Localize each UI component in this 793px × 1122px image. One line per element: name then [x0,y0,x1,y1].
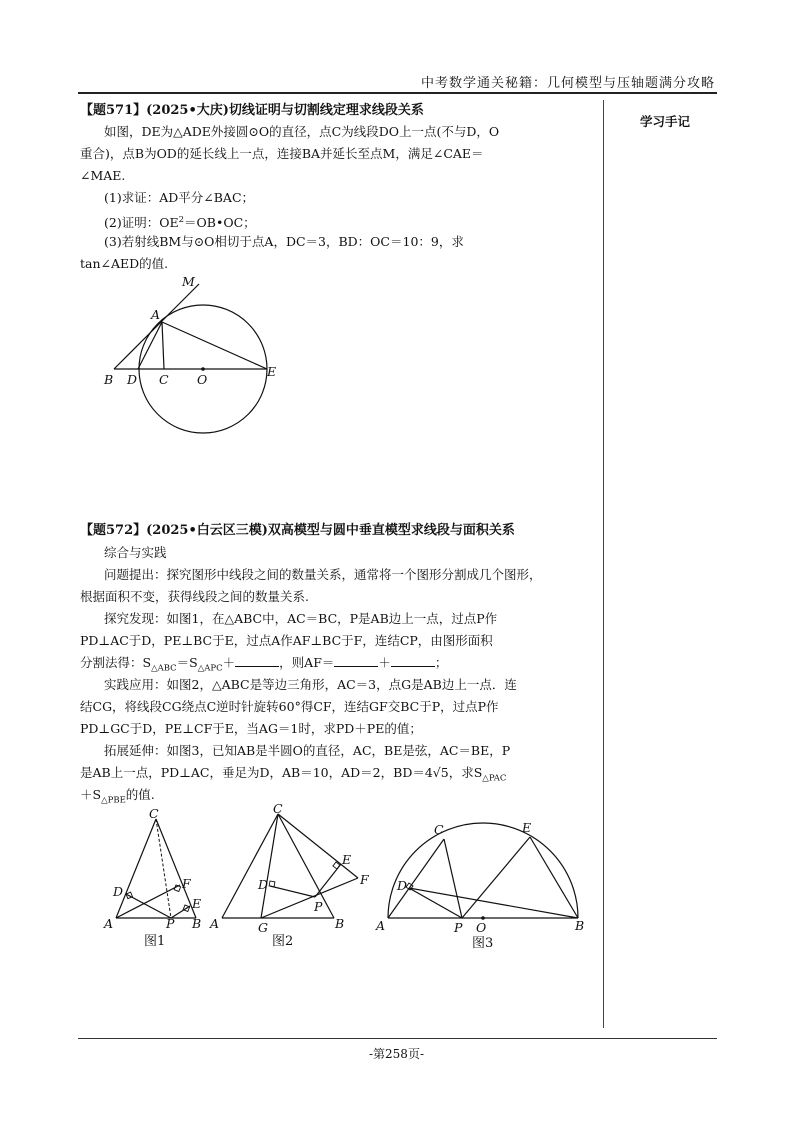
problem-572-line-9: PD⊥GC于D，PE⊥CF于E，当AG＝1时，求PD＋PE的值； [80,721,422,736]
fig3-label-c: C [434,822,444,837]
fig1-label-e: E [192,896,202,911]
problem-572-line-5: PD⊥AC于D，PE⊥BC于E，过点A作AF⊥BC于F，连结CP，由图形面积 [80,633,493,648]
label-e: E [267,364,277,379]
problem-571-figure [96,272,296,442]
label-o: O [197,372,208,387]
problem-572-line-10: 拓展延伸：如图3，已知AB是半圆O的直径，AC，BE是弦，AC＝BE，P [104,743,511,758]
problem-571-intro-2: 重合)，点B为OD的延长线上一点，连接BA并延长至点M，满足∠CAE＝ [80,146,484,161]
fig1-label-d: D [113,884,124,899]
problem-572-line-11: 是AB上一点，PD⊥AC，垂足为D，AB＝10，AD＝2，BD＝4√5，求$S_{\triangle PAC}$ [80,765,507,784]
page-number: -第258页- [368,1047,424,1061]
problem-572-line-4: 探究发现：如图1，在△ABC中，AC＝BC，P是AB边上一点，过点P作 [104,611,498,626]
problem-572-line-6: 分割法得：$S_{\triangle ABC}=S_{\triangle APC}+$ ，则AF＝ ＋ ； [80,655,448,674]
problem-572-line-8: 结CG，将线段CG绕点C逆时针旋转60°得CF，连结GF交BC于P，过点P作 [80,699,499,714]
problem-571-intro-1: 如图，DE为△ADE外接圆⊙O的直径，点C为线段DO上一点(不与D，O [104,124,500,139]
problem-571-question-2: (2)证明：$OE^2=OB•OC$； [104,215,256,231]
problem-571-question-3-cont: tan∠AED的值. [80,256,169,271]
figure-3 [374,808,594,958]
fig2-label-f: F [360,872,369,887]
fig1-label-f: F [182,876,191,891]
fig2-caption: 图2 [272,934,294,949]
problem-572-line-1: 综合与实践 [104,545,167,560]
label-c: C [159,372,169,387]
problem-572-line-2: 问题提出：探究图形中线段之间的数量关系，通常将一个图形分割成几个图形， [104,567,542,582]
problem-571-title: 【题571】(2025•大庆)切线证明与切割线定理求线段关系 [80,103,424,118]
fig2-label-b: B [335,916,345,931]
ray-bm [114,284,199,369]
fig1-label-c: C [149,806,159,821]
sidebar-title: 学习手记 [640,114,691,129]
answer-blank-3[interactable] [391,655,435,667]
segment-ac [162,322,164,369]
fig1-caption: 图1 [144,934,166,949]
fig1-label-a: A [104,916,114,931]
fig2-label-e: E [342,852,352,867]
fig3-label-a: A [376,918,386,933]
fig2-label-p: P [314,899,323,914]
problem-572-title: 【题572】(2025•白云区三模)双高模型与圆中垂直模型求线段与面积关系 [80,523,515,538]
problem-572-line-7: 实践应用：如图2，△ABC是等边三角形，AC＝3，点G是AB边上一点．连 [104,677,517,692]
fig3-label-d: D [397,878,408,893]
header-title: 中考数学通关秘籍：几何模型与压轴题满分攻略 [420,76,715,91]
segment-ad [138,322,162,369]
fig2-label-c: C [273,802,283,816]
segment-ae [162,322,267,369]
problem-572-line-12: $+S_{\triangle PBE}$的值. [80,787,155,806]
fig2-label-d: D [258,877,269,892]
fig3-label-e: E [522,820,532,835]
answer-blank-1[interactable] [235,655,279,667]
label-d: D [127,372,138,387]
figure-2 [208,802,378,962]
problem-571-intro-3: ∠MAE. [80,168,126,183]
footer-divider [78,1038,717,1039]
fig1-label-p: P [166,916,175,931]
fig3-label-p: P [454,920,463,935]
label-m: M [182,274,195,289]
problem-572-line-3: 根据面积不变，获得线段之间的数量关系. [80,589,309,604]
label-a: A [151,307,161,322]
figure-1 [96,806,216,956]
fig3-caption: 图3 [472,936,494,951]
center-o-dot [201,367,205,371]
fig1-label-b: B [192,916,202,931]
fig3-label-b: B [575,918,585,933]
fig2-label-a: A [210,916,220,931]
fig3-label-o: O [476,920,487,935]
header-divider [78,92,717,94]
problem-571-question-3: (3)若射线BM与⊙O相切于点A，DC＝3，BD：OC＝10：9，求 [104,234,464,249]
answer-blank-2[interactable] [334,655,378,667]
fig2-label-g: G [258,920,268,935]
problem-571-question-1: (1)求证：AD平分∠BAC； [104,190,255,205]
sidebar-divider [603,100,604,1028]
label-b: B [104,372,114,387]
